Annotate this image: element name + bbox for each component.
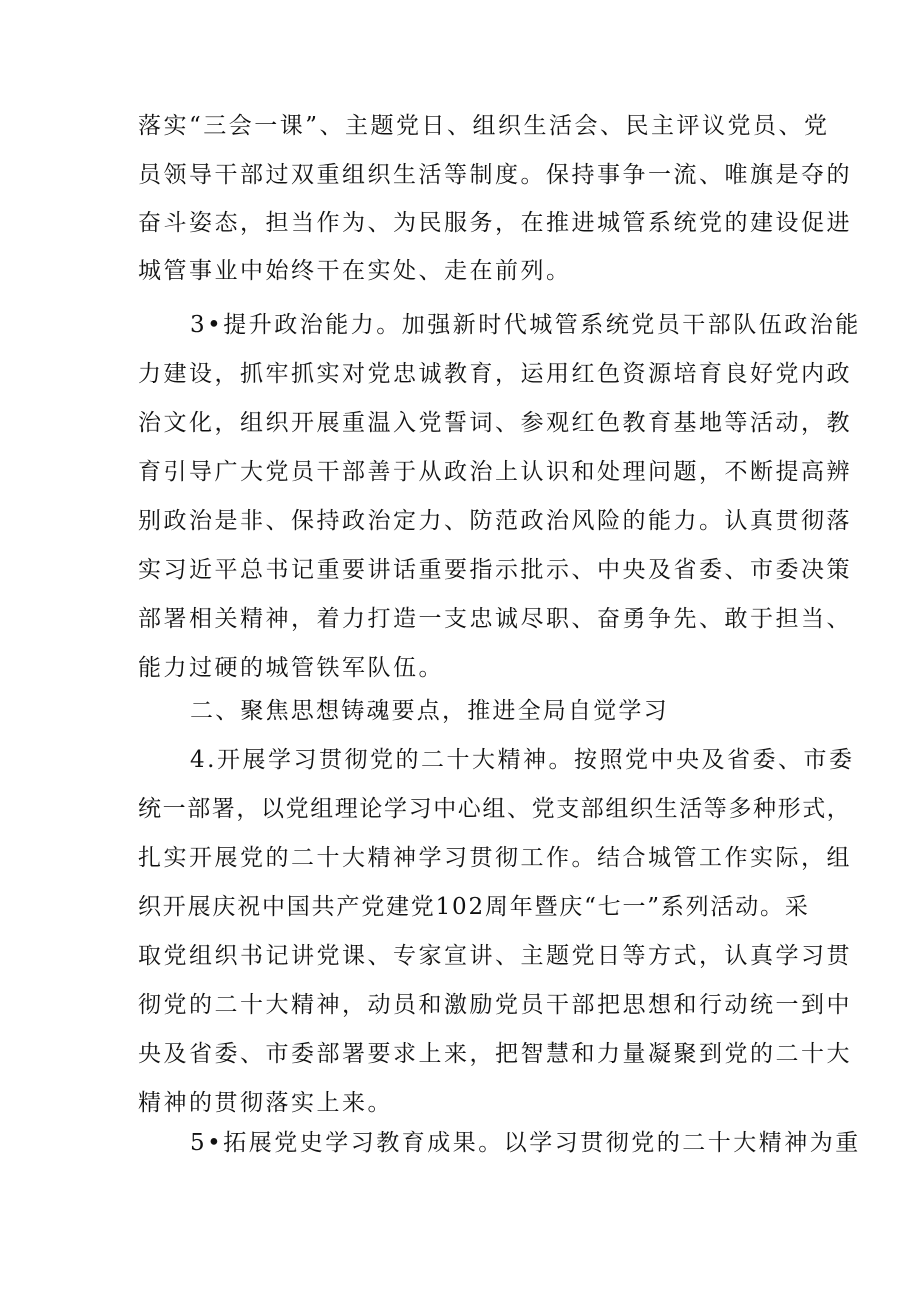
paragraph-item-5 [138, 1120, 861, 1167]
text-line: 精神的贯彻落实上来。 [138, 1090, 393, 1116]
text-line: 力建设，抓牢抓实对党忠诚教育，运用红色资源培育良好党内政 [138, 361, 852, 387]
text-line: 扎实开展党的二十大精神学习贯彻工作。结合城管工作实际，组 [138, 845, 852, 871]
text-line: 4.开展学习贯彻党的二十大精神。按照党中央及省委、市委 [190, 747, 855, 773]
section-heading [138, 688, 800, 735]
text-line: 织开展庆祝中国共产党建党102周年暨庆“七一”系列活动。采 [138, 894, 810, 920]
paragraph-item-3 [138, 302, 861, 692]
text-line: 治文化，组织开展重温入党誓词、参观红色教育基地等活动，教 [138, 410, 852, 436]
text-line: 员领导干部过双重组织生活等制度。保持事争一流、唯旗是夺的 [138, 162, 852, 188]
text-line: 实习近平总书记重要讲话重要指示批示、中央及省委、市委决策 [138, 557, 852, 583]
text-line: 5•拓展党史学习教育成果。以学习贯彻党的二十大精神为重 [190, 1130, 861, 1156]
text-line: 彻党的二十大精神，动员和激励党员干部把思想和行动统一到中 [138, 992, 852, 1018]
text-line: 3•提升政治能力。加强新时代城管系统党员干部队伍政治能 [190, 312, 861, 338]
paragraph-item-4 [138, 737, 855, 1127]
text-line: 央及省委、市委部署要求上来，把智慧和力量凝聚到党的二十大 [138, 1041, 852, 1067]
text-line: 别政治是非、保持政治定力、防范政治风险的能力。认真贯彻落 [138, 508, 852, 534]
text-line: 能力过硬的城管铁军队伍。 [138, 655, 444, 681]
text-line: 奋斗姿态，担当作为、为民服务，在推进城管系统党的建设促进 [138, 210, 852, 236]
text-line: 部署相关精神，着力打造一支忠诚尽职、奋勇争先、敢于担当、 [138, 606, 852, 632]
text-line: 统一部署，以党组理论学习中心组、党支部组织生活等多种形式， [138, 796, 852, 822]
text-line: 育引导广大党员干部善于从政治上认识和处理问题，不断提高辨 [138, 459, 852, 485]
paragraph-continuation [138, 103, 852, 295]
text-line: 取党组织书记讲党课、专家宣讲、主题党日等方式，认真学习贯 [138, 943, 852, 969]
text-line: 落实“三会一课”、主题党日、组织生活会、民主评议党员、党 [138, 113, 830, 139]
text-line: 城管事业中始终干在实处、走在前列。 [138, 258, 572, 284]
heading-text: 二、聚焦思想铸魂要点，推进全局自觉学习 [190, 698, 669, 724]
